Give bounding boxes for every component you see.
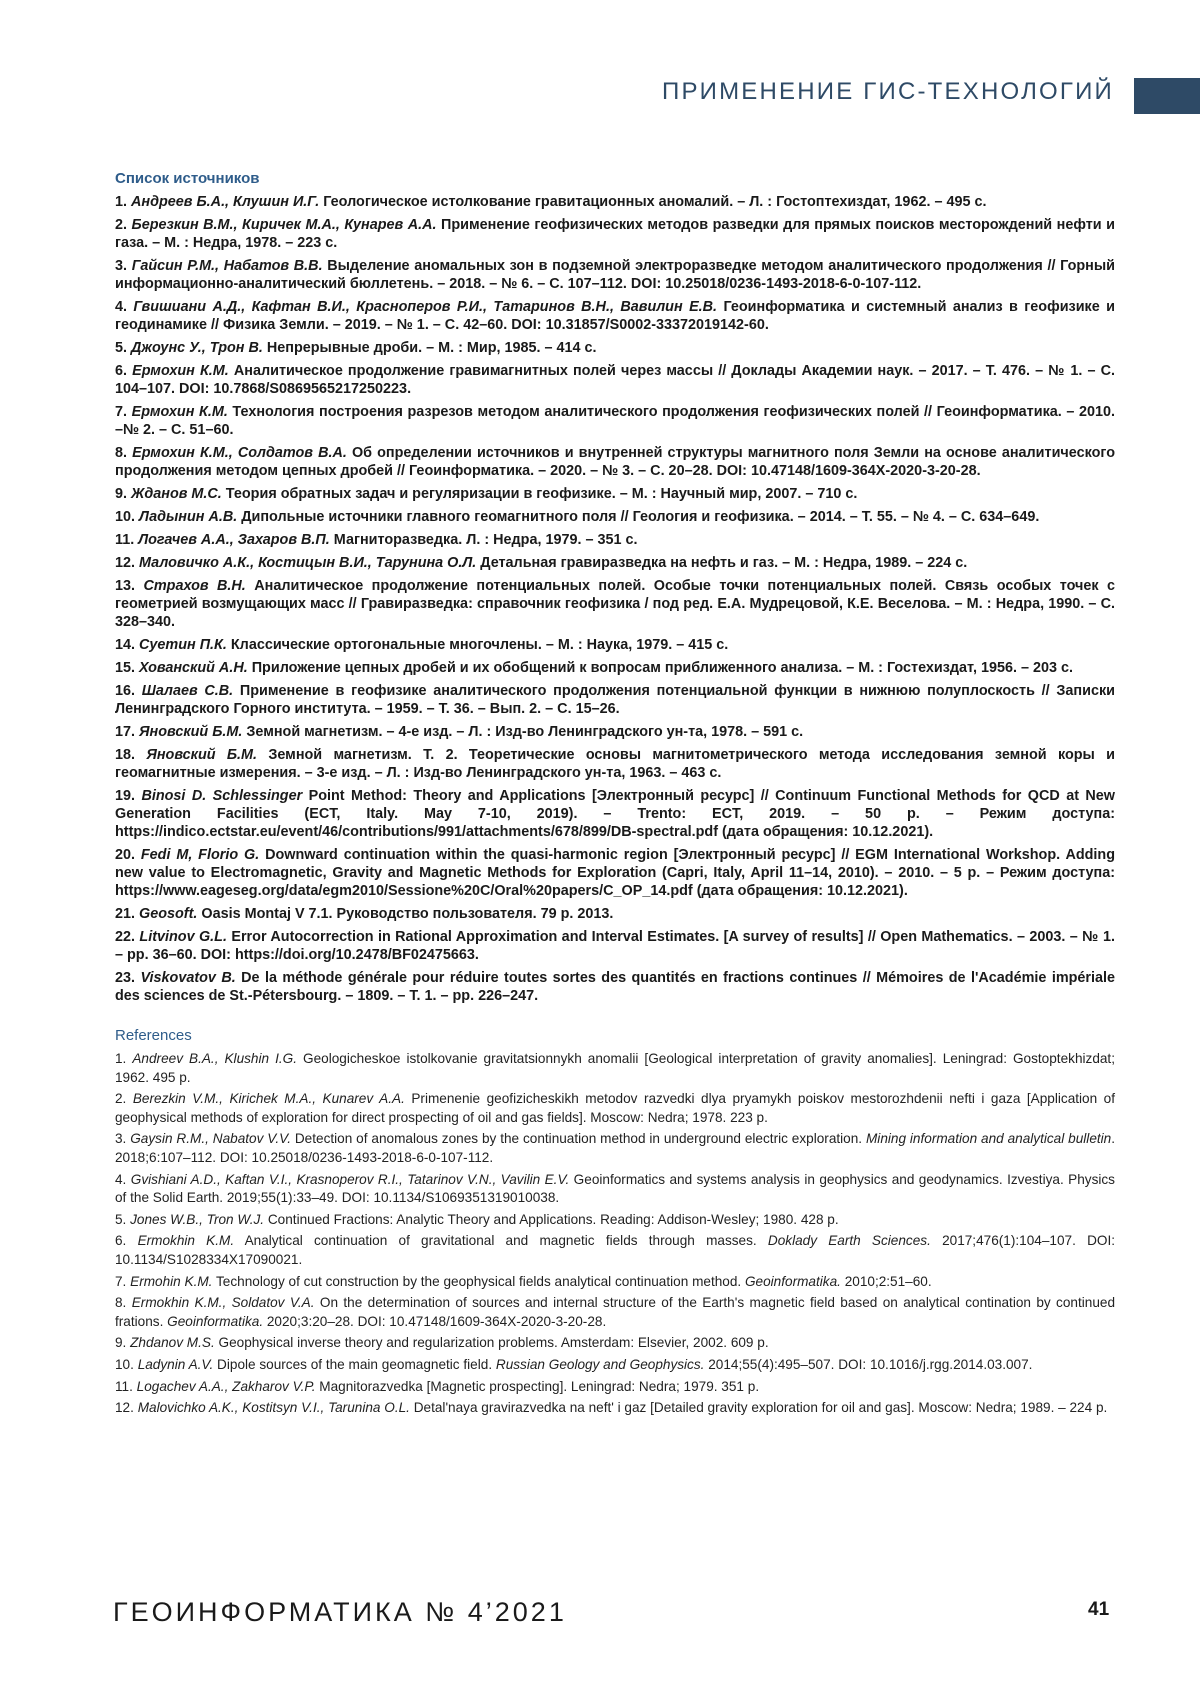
- reference-text: De la méthode générale pour réduire toutes sortes des quantités en fractions continues // Mémoires de l'Académie impériale des sciences de St.-Pétersbourg. – 1809. – Т. 1. – pp. 226–247.: [115, 970, 1116, 1004]
- reference-text: Magnitorazvedka [Magnetic prospecting]. Leningrad: Nedra; 1979. 351 p.: [315, 1378, 760, 1394]
- reference-text: Магниторазведка. Л. : Недра, 1979. – 351 с.: [329, 532, 638, 548]
- sources-title: Список источников: [115, 170, 260, 187]
- reference-authors: Шалаев С.В.: [141, 683, 234, 699]
- reference-number: 20.: [115, 847, 136, 863]
- reference-authors: Ермохин К.М.: [131, 404, 228, 420]
- reference-authors: Jones W.B., Tron W.J.: [130, 1211, 265, 1227]
- page-content: [115, 170, 1115, 1421]
- reference-number: 5.: [115, 340, 128, 356]
- reference-item: [115, 298, 1115, 334]
- reference-journal: Geoinformatika.: [744, 1273, 841, 1289]
- page-number: 41: [1088, 1599, 1110, 1620]
- reference-authors: Geosoft.: [139, 906, 198, 922]
- reference-text: Аналитическое продолжение гравимагнитных полей через массы // Доклады Академии наук. – 2017. – Т. 476. – № 1. – С. 104–107. DOI: 10.7868/S0869565217250223.: [115, 363, 1115, 397]
- reference-number: 3.: [115, 258, 128, 274]
- reference-authors: Malovichko A.K., Kostitsyn V.I., Tarunina O.L.: [137, 1400, 410, 1416]
- reference-item: [115, 1399, 1115, 1418]
- reference-text: Technology of cut construction by the geophysical fields analytical continuation method.: [212, 1273, 745, 1289]
- reference-authors: Gaysin R.M., Nabatov V.V.: [130, 1131, 291, 1147]
- reference-text: Detal'naya gravirazvedka na neft' i gaz [Detailed gravity exploration for oil and gas]. Moscow: Nedra; 1989. – 224 p.: [409, 1400, 1108, 1416]
- reference-number: 12.: [115, 1400, 134, 1416]
- reference-authors: Гайсин Р.М., Набатов В.В.: [131, 258, 323, 274]
- reference-number: 22.: [115, 929, 136, 945]
- reference-authors: Ладынин А.В.: [139, 509, 238, 525]
- reference-authors: Гвишиани А.Д., Кафтан В.И., Красноперов Р.И., Татаринов В.Н., Вавилин Е.В.: [133, 299, 718, 315]
- reference-item: [115, 1130, 1115, 1167]
- reference-item: [115, 1356, 1115, 1375]
- reference-number: 7.: [115, 404, 128, 420]
- reference-number: 11.: [115, 532, 135, 548]
- header-accent-bar: [1134, 78, 1200, 114]
- reference-number: 6.: [115, 1233, 127, 1249]
- reference-authors: Ladynin A.V.: [137, 1356, 214, 1372]
- reference-number: 5.: [115, 1211, 127, 1227]
- reference-item: [115, 554, 1115, 572]
- reference-item: [115, 444, 1115, 480]
- reference-item: [115, 1294, 1115, 1331]
- reference-number: 2.: [115, 1091, 127, 1107]
- reference-number: 23.: [115, 970, 136, 986]
- reference-item: [115, 636, 1115, 654]
- reference-item: [115, 531, 1115, 549]
- reference-item: [115, 216, 1115, 252]
- reference-item: [115, 846, 1115, 900]
- reference-number: 6.: [115, 363, 128, 379]
- reference-item: [115, 257, 1115, 293]
- reference-number: 4.: [115, 1171, 127, 1187]
- reference-number: 1.: [115, 194, 128, 210]
- reference-item: [115, 339, 1115, 357]
- reference-text: Классические ортогональные многочлены. – М. : Наука, 1979. – 415 с.: [226, 637, 729, 653]
- reference-text: Непрерывные дроби. – М. : Мир, 1985. – 414 с.: [262, 340, 597, 356]
- reference-item: [115, 1050, 1115, 1087]
- reference-item: [115, 1334, 1115, 1353]
- reference-text: Об определении источников и внутренней структуры магнитного поля Земли на основе аналитического продолжения методом цепных дробей // Геоинформатика. – 2020. – № 3. – С. 20–28. DOI: 10.47148/1609-364X-2020-3-20-28.: [115, 445, 1115, 479]
- reference-text: Дипольные источники главного геомагнитного поля // Геология и геофизика. – 2014. – Т. 55. – № 4. – С. 634–649.: [237, 509, 1040, 525]
- reference-text: Primenenie geofizicheskikh metodov razvedki dlya pryamykh poiskov mestorozhdenii nefti i gaza [Application of geophysical methods of exploration for direct prospecting of oil and gas fields]. Moscow: Nedra; 1978. 223 p.: [115, 1091, 1116, 1125]
- reference-text: Технология построения разрезов методом аналитического продолжения геофизических полей // Геоинформатика. – 2010. –№ 2. – С. 51–60.: [115, 404, 1115, 438]
- reference-text: Geophysical inverse theory and regularization problems. Amsterdam: Elsevier, 2002. 609 p.: [214, 1335, 769, 1351]
- reference-item: [115, 682, 1115, 718]
- reference-authors: Логачев А.А., Захаров В.П.: [138, 532, 330, 548]
- reference-authors: Binosi D. Schlessinger: [141, 788, 303, 804]
- reference-journal: Doklady Earth Sciences.: [767, 1233, 931, 1249]
- reference-item: [115, 508, 1115, 526]
- reference-authors: Ermohin K.M.: [130, 1273, 213, 1289]
- reference-item: [115, 577, 1115, 631]
- reference-number: 19.: [115, 788, 136, 804]
- reference-text: Detection of anomalous zones by the continuation method in underground electric exploration.: [290, 1131, 866, 1147]
- reference-text: Dipole sources of the main geomagnetic field.: [213, 1356, 496, 1372]
- reference-authors: Berezkin V.M., Kirichek M.A., Kunarev A.A.: [132, 1091, 405, 1107]
- reference-number: 10.: [115, 1356, 134, 1372]
- reference-text: Применение геофизических методов разведки для прямых поисков месторождений нефти и газа. – М. : Недра, 1978. – 223 с.: [115, 217, 1116, 251]
- reference-tail: 2014;55(4):495–507. DOI: 10.1016/j.rgg.2014.03.007.: [704, 1356, 1033, 1372]
- reference-number: 4.: [115, 299, 128, 315]
- reference-authors: Litvinov G.L.: [139, 929, 227, 945]
- reference-item: [115, 905, 1115, 923]
- reference-text: On the determination of sources and internal structure of the Earth's magnetic field based on analytical contination by continued frations.: [115, 1295, 1116, 1329]
- reference-number: 1.: [115, 1051, 127, 1066]
- reference-number: 17.: [115, 724, 136, 740]
- reference-authors: Маловичко А.К., Костицын В.И., Тарунина О.Л.: [139, 555, 477, 571]
- reference-item: [115, 193, 1115, 211]
- reference-number: 9.: [115, 1335, 127, 1351]
- reference-authors: Страхов В.Н.: [143, 578, 246, 594]
- reference-text: Geoinformatics and systems analysis in geophysics and geodynamics. Izvestiya. Physics of the Solid Earth. 2019;55(1):33–49. DOI: 10.1134/S1069351319010038.: [115, 1171, 1115, 1206]
- reference-number: 8.: [115, 445, 128, 461]
- reference-item: [115, 485, 1115, 503]
- reference-number: 14.: [115, 637, 136, 653]
- reference-text: Continued Fractions: Analytic Theory and Applications. Reading: Addison-Wesley; 1980. 428 p.: [264, 1211, 839, 1227]
- reference-item: [115, 403, 1115, 439]
- reference-text: Downward continuation within the quasi-harmonic region [Электронный ресурс] // EGM International Workshop. Adding new value to Electromagnetic, Gravity and Magnetic Methods for Exploration (Capri, Italy, April 11–14, 2010). – 2010. – 5 p. – Режим доступа: https://www.eageseg.org/data/egm2010/Sessione%20C/Oral%20papers/C_OP_14.pdf (дата обращения: 10.12.2021).: [115, 847, 1116, 899]
- reference-journal: Russian Geology and Geophysics.: [495, 1356, 705, 1372]
- reference-item: [115, 1090, 1115, 1127]
- reference-number: 8.: [115, 1295, 127, 1311]
- reference-text: Error Autocorrection in Rational Approximation and Interval Estimates. [A survey of results] // Open Mathematics. – 2003. – № 1. – pp. 36–60. DOI: https://doi.org/10.2478/BF02475663.: [115, 929, 1115, 963]
- reference-text: Геоинформатика и системный анализ в геофизике и геодинамике // Физика Земли. – 2019. – № 1. – С. 42–60. DOI: 10.31857/S0002-33372019142-60.: [115, 299, 1115, 333]
- reference-authors: Logachev A.A., Zakharov V.P.: [136, 1378, 316, 1394]
- reference-number: 2.: [115, 217, 128, 233]
- reference-tail: . 2018;6:107–112. DOI: 10.25018/0236-1493-2018-6-0-107-112.: [115, 1131, 1116, 1165]
- reference-text: Analytical continuation of gravitational and magnetic fields through masses.: [234, 1233, 768, 1249]
- reference-item: [115, 1273, 1115, 1292]
- reference-authors: Fedi M, Florio G.: [140, 847, 260, 863]
- reference-number: 3.: [115, 1131, 127, 1147]
- reference-text: Земной магнетизм. – 4-е изд. – Л. : Изд-во Ленинградского ун-та, 1978. – 591 с.: [242, 724, 804, 740]
- reference-authors: Ermokhin K.M.: [137, 1233, 235, 1249]
- reference-tail: 2010;2:51–60.: [840, 1273, 932, 1289]
- sources-list: [115, 193, 1115, 1005]
- reference-authors: Viskovatov B.: [140, 970, 236, 986]
- reference-text: Применение в геофизике аналитического продолжения потенциальной функции в нижнюю полуплоскость // Записки Ленинградского Горного института. – 1959. – Т. 36. – Вып. 2. – С. 15–26.: [115, 683, 1115, 717]
- reference-authors: Суетин П.К.: [139, 637, 227, 653]
- reference-number: 13.: [115, 578, 136, 594]
- reference-number: 18.: [115, 747, 136, 763]
- reference-item: [115, 659, 1115, 677]
- reference-authors: Андреев Б.А., Клушин И.Г.: [131, 194, 320, 210]
- reference-item: [115, 723, 1115, 741]
- reference-item: [115, 1378, 1115, 1397]
- reference-text: Приложение цепных дробей и их обобщений к вопросам приближенного анализа. – М. : Гостехиздат, 1956. – 203 с.: [247, 660, 1074, 676]
- reference-text: Point Method: Theory and Applications [Электронный ресурс] // Continuum Functional Methods for QCD at New Generation Facilities (ECT, Italy. May 7-10, 2019). – Trento: ECT, 2019. – 50 p. – Режим доступа: https://indico.ectstar.eu/event/46/contributions/991/attachments/678/899/DB-spectral.pdf (дата обращения: 10.12.2021).: [115, 788, 1115, 840]
- reference-journal: Geoinformatika.: [167, 1313, 264, 1329]
- reference-number: 21.: [115, 906, 136, 922]
- reference-authors: Ермохин К.М.: [132, 363, 229, 379]
- reference-authors: Березкин В.М., Киричек М.А., Кунарев А.А.: [131, 217, 437, 233]
- reference-authors: Gvishiani A.D., Kaftan V.I., Krasnoperov R.I., Tatarinov V.N., Vavilin E.V.: [130, 1171, 570, 1187]
- reference-authors: Ермохин К.М., Солдатов В.А.: [132, 445, 347, 461]
- reference-tail: 2020;3:20–28. DOI: 10.47148/1609-364X-2020-3-20-28.: [263, 1313, 607, 1329]
- reference-number: 10.: [115, 509, 136, 525]
- reference-text: Аналитическое продолжение потенциальных полей. Особые точки потенциальных полей. Связь особых точек с геометрией возмущающих масс // Гравиразведка: справочник геофизика / под ред. Е.А. Мудрецовой, К.Е. Веселова. – М. : Недра, 1990. – С. 328–340.: [115, 578, 1116, 630]
- reference-number: 12.: [115, 555, 136, 571]
- reference-item: [115, 1171, 1115, 1208]
- reference-item: [115, 1211, 1115, 1230]
- reference-item: [115, 787, 1115, 841]
- reference-text: Земной магнетизм. Т. 2. Теоретические основы магнитометрического метода исследования земной коры и геомагнитные измерения. – 3-е изд. – Л. : Изд-во Ленинградского ун-та, 1963. – 463 с.: [115, 747, 1116, 781]
- journal-issue: ГЕОИНФОРМАТИКА № 4’2021: [113, 1597, 567, 1627]
- reference-item: [115, 969, 1115, 1005]
- reference-tail: 2017;476(1):104–107. DOI: 10.1134/S1028334X17090021.: [115, 1233, 1116, 1267]
- reference-authors: Джоунс У., Трон В.: [131, 340, 263, 356]
- reference-authors: Яновский Б.М.: [146, 747, 258, 763]
- references-list: [115, 1050, 1115, 1418]
- reference-journal: Mining information and analytical bulletin: [865, 1131, 1112, 1147]
- references-title: References: [115, 1027, 192, 1044]
- reference-item: [115, 362, 1115, 398]
- reference-authors: Яновский Б.М.: [139, 724, 243, 740]
- reference-number: 15.: [115, 660, 136, 676]
- reference-number: 11.: [115, 1378, 133, 1394]
- reference-text: Выделение аномальных зон в подземной электроразведке методом аналитического продолжения // Горный информационно-аналитический бюллетень. – 2018. – № 6. – С. 107–112. DOI: 10.25018/0236-1493-2018-6-0-107-112.: [115, 258, 1115, 292]
- reference-text: Геологическое истолкование гравитационных аномалий. – Л. : Гостоптехиздат, 1962. – 495 с.: [319, 194, 987, 210]
- reference-item: [115, 746, 1115, 782]
- running-title: ПРИМЕНЕНИЕ ГИС-ТЕХНОЛОГИЙ: [662, 78, 1114, 105]
- reference-item: [115, 1232, 1115, 1269]
- reference-authors: Andreev B.A., Klushin I.G.: [132, 1051, 297, 1066]
- reference-text: Детальная гравиразведка на нефть и газ. – М. : Недра, 1989. – 224 с.: [476, 555, 968, 571]
- reference-authors: Zhdanov M.S.: [130, 1335, 215, 1351]
- reference-number: 16.: [115, 683, 136, 699]
- reference-text: Oasis Montaj V 7.1. Руководство пользователя. 79 р. 2013.: [197, 906, 614, 922]
- reference-item: [115, 928, 1115, 964]
- reference-text: Geologicheskoe istolkovanie gravitatsionnykh anomalii [Geological interpretation of gravity anomalies]. Leningrad: Gostoptekhizdat; 1962. 495 p.: [115, 1051, 1115, 1085]
- reference-authors: Ermokhin K.M., Soldatov V.A.: [131, 1295, 315, 1311]
- reference-authors: Жданов М.С.: [131, 486, 222, 502]
- reference-authors: Хованский А.Н.: [139, 660, 248, 676]
- reference-number: 9.: [115, 486, 128, 502]
- reference-text: Теория обратных задач и регуляризации в геофизике. – М. : Научный мир, 2007. – 710 с.: [221, 486, 858, 502]
- reference-number: 7.: [115, 1273, 127, 1289]
